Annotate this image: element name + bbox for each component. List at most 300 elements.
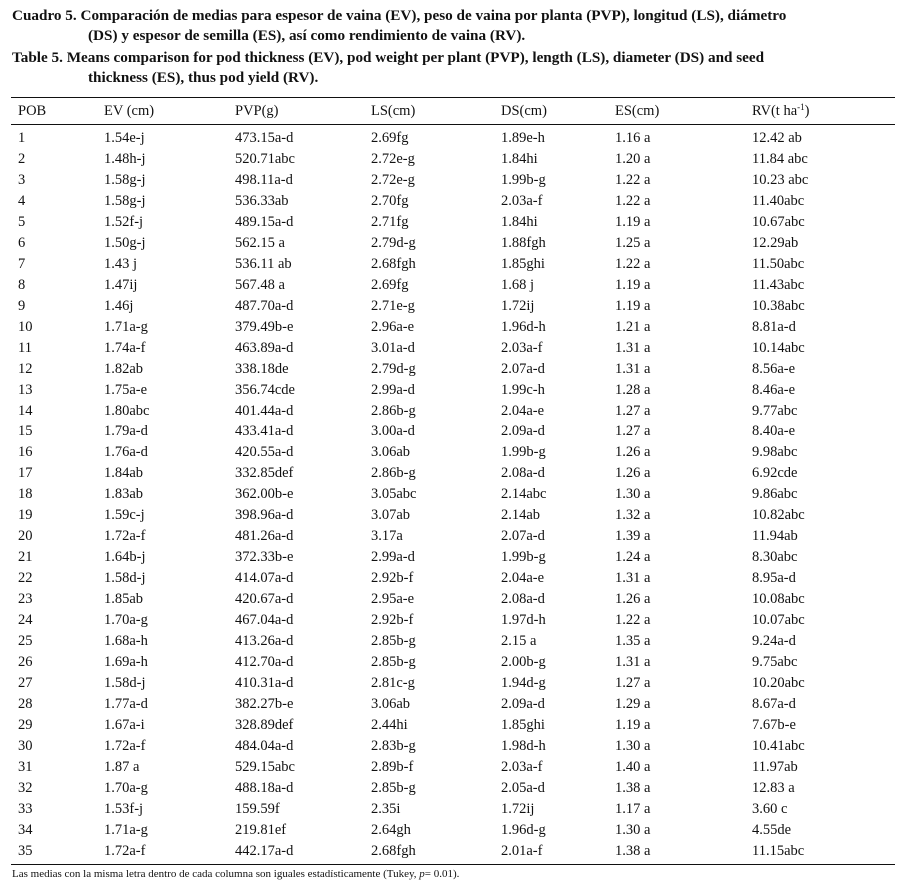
cell-ev: 1.82ab: [104, 360, 144, 377]
table-row: [0, 841, 905, 862]
cell-rv: 11.43abc: [752, 276, 805, 293]
cell-ls: 2.81c-g: [371, 675, 415, 691]
cell-rv: 7.67b-e: [752, 716, 796, 733]
cell-ev: 1.47ij: [104, 276, 138, 293]
cell-pvp: 362.00b-e: [235, 486, 294, 503]
cell-es: 1.25 a: [615, 234, 651, 251]
cell-pob: 32: [18, 779, 33, 796]
table-row: [0, 484, 905, 505]
cell-pob: 9: [18, 297, 26, 314]
cell-pob: 2: [18, 151, 26, 167]
cell-pob: 18: [18, 486, 33, 503]
cell-ls: 2.99a-d: [371, 549, 415, 566]
cell-ev: 1.72a-f: [104, 737, 146, 754]
cell-ls: 3.07ab: [371, 507, 411, 524]
header-rv: [752, 101, 810, 122]
cell-pvp: 442.17a-d: [235, 842, 294, 859]
cell-rv: 10.08abc: [752, 591, 805, 608]
cell-ev: 1.83ab: [104, 486, 144, 503]
cell-rv: 11.15abc: [752, 842, 805, 859]
cell-ls: 2.68fgh: [371, 842, 416, 859]
cell-ls: 2.83b-g: [371, 737, 416, 754]
table-row: [0, 401, 905, 422]
cell-ls: 2.79d-g: [371, 360, 416, 377]
cell-ds: 1.99b-g: [501, 444, 546, 461]
cell-rv: 8.46a-e: [752, 381, 796, 398]
cell-pob: 33: [18, 800, 33, 817]
table-row: [0, 757, 905, 778]
cell-pvp: 487.70a-d: [235, 297, 294, 314]
cell-pvp: 420.55a-d: [235, 444, 294, 461]
cell-ds: 2.03a-f: [501, 758, 543, 775]
cell-rv: 8.30abc: [752, 549, 798, 566]
cell-rv: 11.40abc: [752, 192, 805, 209]
cell-ls: 2.89b-f: [371, 758, 414, 775]
cell-ls: 2.69fg: [371, 130, 409, 146]
cell-rv: 3.60 c: [752, 800, 788, 817]
cell-pvp: 562.15 a: [235, 234, 285, 251]
table-row: [0, 715, 905, 736]
cell-es: 1.38 a: [615, 779, 651, 796]
cell-ls: 2.85b-g: [371, 654, 416, 670]
cell-pob: 5: [18, 213, 26, 230]
table-row: [0, 463, 905, 484]
cell-pob: 17: [18, 465, 33, 482]
cell-rv: 12.42 ab: [752, 130, 802, 146]
cell-es: 1.22 a: [615, 612, 651, 629]
cell-es: 1.39 a: [615, 528, 651, 545]
table-top-rule: [11, 97, 895, 98]
caption-es-line2: (DS) y espesor de semilla (ES), así como rendimiento de vaina (RV).: [88, 27, 526, 44]
header-rv-close: ): [804, 103, 810, 119]
cell-pob: 14: [18, 402, 33, 419]
cell-ds: 1.72ij: [501, 800, 535, 817]
cell-ls: 3.05abc: [371, 486, 417, 503]
cell-ls: 2.71e-g: [371, 297, 415, 314]
cell-pvp: 413.26a-d: [235, 633, 294, 649]
cell-pob: 26: [18, 654, 33, 670]
cell-ds: 1.84hi: [501, 213, 538, 230]
table-row: [0, 338, 905, 359]
cell-rv: 10.38abc: [752, 297, 805, 314]
cell-pvp: 332.85def: [235, 465, 294, 482]
cell-pob: 30: [18, 737, 33, 754]
cell-ds: 1.72ij: [501, 297, 535, 314]
caption-es-line1: Cuadro 5. Comparación de medias para espesor de vaina (EV), peso de vaina por planta (PVP), longitud (LS), diámetro: [12, 7, 787, 24]
table-row: [0, 526, 905, 547]
cell-pvp: 481.26a-d: [235, 528, 294, 545]
table-row: [0, 652, 905, 673]
cell-ev: 1.85ab: [104, 591, 144, 608]
cell-pob: 35: [18, 842, 33, 859]
header-ds: DS(cm): [501, 103, 547, 119]
cell-ds: 2.05a-d: [501, 779, 545, 796]
cell-pob: 24: [18, 612, 33, 629]
cell-ls: 2.85b-g: [371, 779, 416, 796]
cell-pvp: 398.96a-d: [235, 507, 294, 524]
cell-rv: 9.75abc: [752, 654, 798, 670]
cell-ev: 1.46j: [104, 297, 134, 314]
cell-ls: 2.79d-g: [371, 234, 416, 251]
table-footnote: [12, 867, 459, 881]
cell-ds: 2.03a-f: [501, 192, 543, 209]
cell-rv: 8.67a-d: [752, 695, 796, 712]
cell-es: 1.19 a: [615, 276, 651, 293]
cell-es: 1.30 a: [615, 486, 651, 503]
cell-ev: 1.80abc: [104, 402, 150, 419]
cell-ls: 3.17a: [371, 528, 403, 545]
header-rv-text: RV(t ha: [752, 103, 798, 119]
cell-rv: 9.24a-d: [752, 633, 796, 649]
cell-pob: 6: [18, 234, 26, 251]
cell-ds: 1.96d-h: [501, 318, 546, 335]
table-row: [0, 212, 905, 233]
cell-ls: 3.01a-d: [371, 339, 415, 356]
table-row: [0, 631, 905, 652]
footnote-text: Las medias con la misma letra dentro de cada columna son iguales estadísticamente (Tukey,: [12, 868, 420, 880]
cell-rv: 8.40a-e: [752, 423, 796, 440]
cell-ds: 2.04a-e: [501, 570, 545, 587]
cell-pvp: 356.74cde: [235, 381, 295, 398]
cell-ls: 2.69fg: [371, 276, 409, 293]
cell-ev: 1.70a-g: [104, 779, 148, 796]
cell-es: 1.17 a: [615, 800, 651, 817]
caption-english: [12, 48, 896, 88]
cell-ds: 1.99b-g: [501, 171, 546, 188]
cell-es: 1.19 a: [615, 213, 651, 230]
table-row: [0, 736, 905, 757]
cell-es: 1.26 a: [615, 591, 651, 608]
cell-rv: 12.29ab: [752, 234, 799, 251]
cell-ev: 1.50g-j: [104, 234, 146, 251]
cell-pvp: 328.89def: [235, 716, 294, 733]
header-es: ES(cm): [615, 103, 660, 119]
table-row: [0, 778, 905, 799]
cell-pvp: 414.07a-d: [235, 570, 294, 587]
cell-pvp: 567.48 a: [235, 276, 285, 293]
cell-ds: 1.85ghi: [501, 255, 545, 272]
cell-rv: 9.98abc: [752, 444, 798, 461]
cell-rv: 11.97ab: [752, 758, 798, 775]
cell-rv: 10.82abc: [752, 507, 805, 524]
cell-es: 1.28 a: [615, 381, 651, 398]
cell-ds: 1.68 j: [501, 276, 535, 293]
cell-ds: 2.00b-g: [501, 654, 546, 670]
cell-pvp: 159.59f: [235, 800, 280, 817]
table-row: [0, 275, 905, 296]
header-ls: LS(cm): [371, 103, 416, 119]
cell-pob: 13: [18, 381, 33, 398]
cell-es: 1.27 a: [615, 402, 651, 419]
cell-ev: 1.67a-i: [104, 716, 145, 733]
cell-pvp: 488.18a-d: [235, 779, 294, 796]
cell-ds: 2.07a-d: [501, 528, 545, 545]
cell-ls: 2.64gh: [371, 821, 411, 838]
cell-pob: 21: [18, 549, 33, 566]
cell-pvp: 520.71abc: [235, 151, 295, 167]
cell-ev: 1.52f-j: [104, 213, 144, 230]
cell-es: 1.27 a: [615, 675, 651, 691]
cell-pvp: 536.11 ab: [235, 255, 292, 272]
cell-ev: 1.70a-g: [104, 612, 148, 629]
cell-ds: 1.97d-h: [501, 612, 546, 629]
cell-ev: 1.64b-j: [104, 549, 146, 566]
cell-es: 1.16 a: [615, 130, 651, 146]
table-row: [0, 170, 905, 191]
cell-rv: 11.84 abc: [752, 151, 808, 167]
table-row: [0, 317, 905, 338]
cell-rv: 10.07abc: [752, 612, 805, 629]
cell-ds: 2.01a-f: [501, 842, 543, 859]
cell-ev: 1.58d-j: [104, 675, 146, 691]
cell-pvp: 467.04a-d: [235, 612, 294, 629]
cell-ev: 1.72a-f: [104, 528, 146, 545]
footnote-end: = 0.01).: [424, 868, 460, 880]
cell-rv: 10.23 abc: [752, 171, 809, 188]
cell-pvp: 372.33b-e: [235, 549, 294, 566]
cell-pob: 22: [18, 570, 33, 587]
cell-ev: 1.69a-h: [104, 654, 148, 670]
cell-ev: 1.76a-d: [104, 444, 148, 461]
cell-ev: 1.58g-j: [104, 171, 146, 188]
cell-ev: 1.58g-j: [104, 192, 146, 209]
table-row: [0, 568, 905, 589]
table-row: [0, 149, 905, 170]
cell-rv: 10.41abc: [752, 737, 805, 754]
cell-ds: 2.03a-f: [501, 339, 543, 356]
cell-ls: 2.86b-g: [371, 402, 416, 419]
table-row: [0, 191, 905, 212]
cell-ev: 1.87 a: [104, 758, 140, 775]
cell-pob: 15: [18, 423, 33, 440]
cell-rv: 11.94ab: [752, 528, 798, 545]
cell-ev: 1.75a-e: [104, 381, 148, 398]
table-row: [0, 421, 905, 442]
table-row: [0, 799, 905, 820]
table-row: [0, 359, 905, 380]
table-row: [0, 233, 905, 254]
cell-pob: 20: [18, 528, 33, 545]
table-row: [0, 610, 905, 631]
cell-ds: 1.96d-g: [501, 821, 546, 838]
cell-pob: 1: [18, 130, 26, 146]
cell-es: 1.31 a: [615, 570, 651, 587]
table-row: [0, 380, 905, 401]
cell-es: 1.31 a: [615, 360, 651, 377]
cell-ds: 2.15 a: [501, 633, 537, 649]
table-header-row: [0, 101, 905, 122]
cell-ds: 2.14ab: [501, 507, 541, 524]
table-row: [0, 820, 905, 841]
cell-pob: 28: [18, 695, 33, 712]
cell-ev: 1.58d-j: [104, 570, 146, 587]
cell-ds: 2.09a-d: [501, 695, 545, 712]
cell-rv: 8.95a-d: [752, 570, 796, 587]
cell-ds: 1.89e-h: [501, 130, 545, 146]
cell-es: 1.38 a: [615, 842, 651, 859]
cell-pob: 11: [18, 339, 32, 356]
cell-ls: 2.68fgh: [371, 255, 416, 272]
caption-spanish: [12, 6, 896, 46]
cell-ev: 1.84ab: [104, 465, 144, 482]
table-header-rule: [11, 124, 895, 125]
cell-ls: 2.35i: [371, 800, 401, 817]
cell-ls: 2.72e-g: [371, 171, 415, 188]
cell-ds: 1.88fgh: [501, 234, 546, 251]
cell-pvp: 382.27b-e: [235, 695, 294, 712]
cell-es: 1.40 a: [615, 758, 651, 775]
cell-rv: 8.81a-d: [752, 318, 796, 335]
cell-ds: 1.84hi: [501, 151, 538, 167]
cell-pob: 7: [18, 255, 26, 272]
cell-ds: 2.08a-d: [501, 591, 545, 608]
cell-ds: 1.99b-g: [501, 549, 546, 566]
cell-rv: 9.77abc: [752, 402, 798, 419]
cell-ls: 2.44hi: [371, 716, 408, 733]
header-pob: POB: [18, 103, 47, 119]
cell-ls: 2.96a-e: [371, 318, 415, 335]
cell-pob: 23: [18, 591, 33, 608]
table-bottom-rule: [11, 864, 895, 865]
cell-ls: 2.92b-f: [371, 570, 414, 587]
caption-en-line1: Table 5. Means comparison for pod thickness (EV), pod weight per plant (PVP), length (LS), diameter (DS) and seed: [12, 49, 765, 66]
table-row: [0, 673, 905, 694]
cell-ls: 2.95a-e: [371, 591, 415, 608]
cell-rv: 11.50abc: [752, 255, 805, 272]
cell-pvp: 536.33ab: [235, 192, 289, 209]
cell-ds: 2.04a-e: [501, 402, 545, 419]
cell-ls: 3.06ab: [371, 695, 411, 712]
cell-pvp: 412.70a-d: [235, 654, 294, 670]
cell-ds: 2.08a-d: [501, 465, 545, 482]
table-row: [0, 442, 905, 463]
cell-pob: 25: [18, 633, 33, 649]
cell-ev: 1.71a-g: [104, 318, 148, 335]
header-rv-superscript: -1: [797, 102, 805, 112]
table-row: [0, 589, 905, 610]
cell-ls: 3.00a-d: [371, 423, 415, 440]
cell-es: 1.26 a: [615, 465, 651, 482]
cell-pvp: 433.41a-d: [235, 423, 294, 440]
cell-ds: 1.94d-g: [501, 675, 546, 691]
cell-pvp: 410.31a-d: [235, 675, 294, 691]
cell-pob: 10: [18, 318, 33, 335]
cell-ls: 2.86b-g: [371, 465, 416, 482]
cell-ls: 3.06ab: [371, 444, 411, 461]
cell-es: 1.22 a: [615, 255, 651, 272]
cell-es: 1.24 a: [615, 549, 651, 566]
cell-es: 1.31 a: [615, 654, 651, 670]
cell-ev: 1.71a-g: [104, 821, 148, 838]
cell-ls: 2.71fg: [371, 213, 409, 230]
cell-rv: 10.20abc: [752, 675, 805, 691]
table-row: [0, 547, 905, 568]
cell-es: 1.22 a: [615, 171, 651, 188]
cell-pvp: 489.15a-d: [235, 213, 294, 230]
cell-pvp: 379.49b-e: [235, 318, 294, 335]
cell-ev: 1.43 j: [104, 255, 138, 272]
cell-rv: 10.67abc: [752, 213, 805, 230]
cell-pvp: 401.44a-d: [235, 402, 294, 419]
table-row: [0, 694, 905, 715]
cell-es: 1.31 a: [615, 339, 651, 356]
cell-pvp: 219.81ef: [235, 821, 287, 838]
cell-pob: 31: [18, 758, 33, 775]
cell-pob: 27: [18, 675, 33, 691]
cell-ev: 1.72a-f: [104, 842, 146, 859]
cell-rv: 10.14abc: [752, 339, 805, 356]
cell-ls: 2.70fg: [371, 192, 409, 209]
cell-pob: 3: [18, 171, 26, 188]
header-pvp: PVP(g): [235, 103, 279, 119]
cell-es: 1.21 a: [615, 318, 651, 335]
cell-rv: 6.92cde: [752, 465, 798, 482]
cell-es: 1.30 a: [615, 737, 651, 754]
cell-ls: 2.92b-f: [371, 612, 414, 629]
cell-pob: 34: [18, 821, 33, 838]
cell-pvp: 498.11a-d: [235, 171, 293, 188]
cell-ev: 1.77a-d: [104, 695, 148, 712]
cell-pob: 29: [18, 716, 33, 733]
cell-ds: 2.09a-d: [501, 423, 545, 440]
cell-es: 1.22 a: [615, 192, 651, 209]
cell-ev: 1.48h-j: [104, 151, 146, 167]
cell-pob: 19: [18, 507, 33, 524]
cell-ds: 2.07a-d: [501, 360, 545, 377]
cell-es: 1.27 a: [615, 423, 651, 440]
cell-es: 1.20 a: [615, 151, 651, 167]
cell-pvp: 473.15a-d: [235, 130, 294, 146]
table-row: [0, 128, 905, 149]
cell-es: 1.30 a: [615, 821, 651, 838]
cell-ev: 1.68a-h: [104, 633, 148, 649]
caption-en-line2: thickness (ES), thus pod yield (RV).: [88, 69, 319, 86]
cell-rv: 8.56a-e: [752, 360, 796, 377]
cell-pvp: 463.89a-d: [235, 339, 294, 356]
cell-ev: 1.53f-j: [104, 800, 144, 817]
cell-ev: 1.79a-d: [104, 423, 148, 440]
cell-es: 1.19 a: [615, 297, 651, 314]
cell-pob: 12: [18, 360, 33, 377]
cell-pob: 4: [18, 192, 26, 209]
cell-ds: 2.14abc: [501, 486, 547, 503]
cell-pvp: 529.15abc: [235, 758, 295, 775]
cell-rv: 4.55de: [752, 821, 792, 838]
cell-rv: 12.83 a: [752, 779, 795, 796]
cell-pvp: 338.18de: [235, 360, 289, 377]
cell-es: 1.29 a: [615, 695, 651, 712]
cell-ls: 2.85b-g: [371, 633, 416, 649]
cell-ev: 1.74a-f: [104, 339, 146, 356]
header-ev: EV (cm): [104, 103, 155, 119]
cell-ev: 1.59c-j: [104, 507, 145, 524]
cell-es: 1.32 a: [615, 507, 651, 524]
cell-es: 1.19 a: [615, 716, 651, 733]
cell-ls: 2.99a-d: [371, 381, 415, 398]
cell-es: 1.26 a: [615, 444, 651, 461]
footnote-p: p: [419, 868, 425, 880]
cell-ds: 1.85ghi: [501, 716, 545, 733]
cell-ds: 1.99c-h: [501, 381, 545, 398]
table-row: [0, 505, 905, 526]
cell-pob: 8: [18, 276, 26, 293]
cell-es: 1.35 a: [615, 633, 651, 649]
cell-ev: 1.54e-j: [104, 130, 145, 146]
cell-pvp: 420.67a-d: [235, 591, 294, 608]
table-row: [0, 254, 905, 275]
cell-rv: 9.86abc: [752, 486, 798, 503]
cell-pob: 16: [18, 444, 33, 461]
